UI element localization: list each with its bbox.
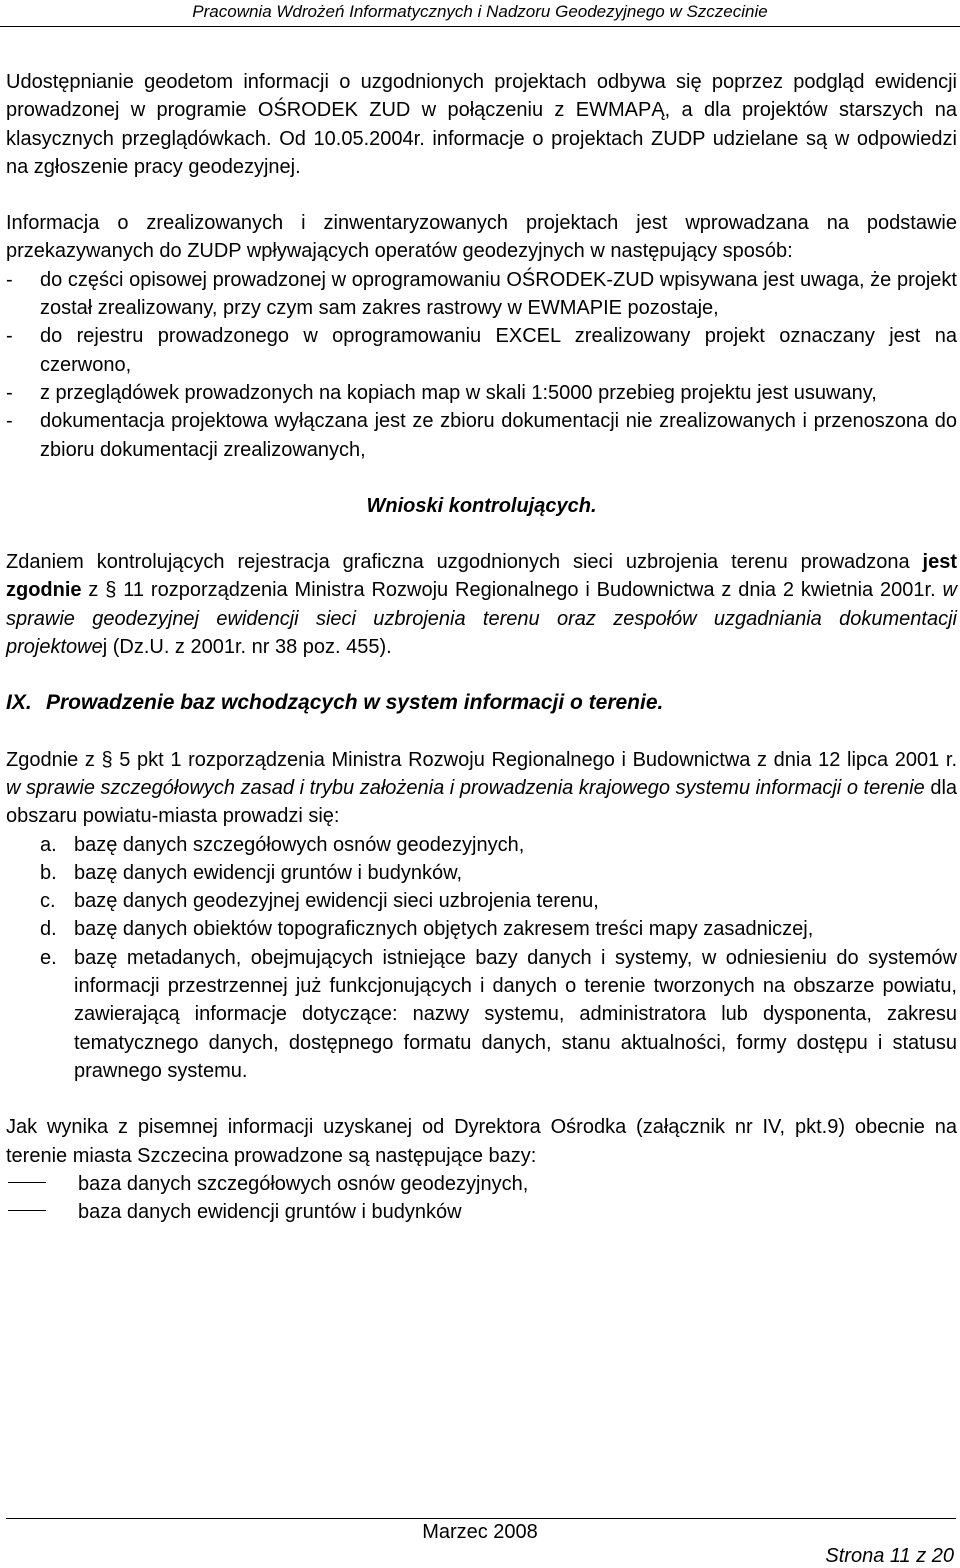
document-body [6, 68, 957, 1226]
paragraph-regulation: Zgodnie z § 5 pkt 1 rozporządzenia Ministra Rozwoju Regionalnego i Budownictwa z dnia 12 lipca 2001 r. w sprawie szczegółowych zasad i trybu założenia i prowadzenia krajowego systemu informacji o terenie dla obszaru powiatu-miasta prowadzi się: [6, 748, 958, 828]
section-title: Prowadzenie baz wchodzących w system informacji o terenie. [46, 691, 664, 715]
header-title: Pracownia Wdrożeń Informatycznych i Nadzoru Geodezyjnego w Szczecinie [192, 2, 768, 21]
list-databases [6, 831, 957, 1086]
list-item: b. bazę danych ewidencji gruntów i budynków, [40, 861, 463, 884]
paragraph-director-info: Jak wynika z pisemnej informacji uzyskanej od Dyrektora Ośrodka (załącznik nr IV, pkt.9) obecnie na terenie miasta Szczecina prowadzone są następujące bazy: [6, 1116, 957, 1167]
list-item: c. bazę danych geodezyjnej ewidencji sieci uzbrojenia terenu, [40, 890, 599, 913]
section-heading [6, 689, 957, 717]
list-item: - do części opisowej prowadzonej w oprogramowaniu OŚRODEK-ZUD wpisywana jest uwaga, że projekt został zrealizowany, przy czym sam zakres rastrowy w EWMAPIE pozostaje, [6, 268, 957, 320]
dash-bullet-icon [8, 1182, 46, 1183]
list-item: a. bazę danych szczegółowych osnów geodezyjnych, [40, 833, 525, 856]
list-item: e. bazę metadanych, obejmujących istniejące bazy danych i systemy, w odniesieniu do systemów informacji przestrzennej już funkcjonujących i danych o terenie tworzonych na obszarze powiatu, zawierającą informacje dotyczące: nazwy systemu, administratora lub dysponenta, zakresu tematycznego danych, dostępnego formatu danych, stanu aktualności, formy dostępu i statusu prawnego systemu. [40, 946, 957, 1082]
list-item: - do rejestru prowadzonego w oprogramowaniu EXCEL zrealizowany projekt oznaczany jest na czerwono, [6, 325, 957, 376]
paragraph-conclusions: Zdaniem kontrolujących rejestracja graficzna uzgodnionych sieci uzbrojenia terenu prowadzona jest zgodnie z § 11 rozporządzenia Ministra Rozwoju Regionalnego i Budownictwa z dnia 2 kwietnia 2001r. w sprawie geodezyjnej ewidencji sieci uzbrojenia terenu oraz zespołów uzgadniania dokumentacji projektowej (Dz.U. z 2001r. nr 38 poz. 455). [6, 551, 957, 659]
list-current-databases [6, 1170, 957, 1227]
footer-page-number: Strona 11 z 20 [825, 1545, 954, 1567]
paragraph-zud-access: Udostępnianie geodetom informacji o uzgodnionych projektach odbywa się poprzez podgląd ewidencji prowadzonej w programie OŚRODEK ZUD w połączeniu z EWMAPĄ, a dla projektów starszych na klasycznych przeglądówkach. Od 10.05.2004r. informacje o projektach ZUDP udzielane są w odpowiedzi na zgłoszenie pracy geodezyjnej. [6, 71, 957, 178]
page-header [0, 0, 960, 27]
list-registration-steps [6, 266, 957, 464]
list-item: baza danych szczegółowych osnów geodezyjnych, [6, 1170, 957, 1198]
conclusions-heading: Wnioski kontrolujących. [366, 494, 597, 517]
list-item: - dokumentacja projektowa wyłączana jest ze zbioru dokumentacji nie zrealizowanych i przenoszona do zbioru dokumentacji zrealizowanych, [6, 410, 957, 461]
dash-bullet-icon [8, 1210, 46, 1211]
paragraph-realized-projects: Informacja o zrealizowanych i zinwentaryzowanych projektach jest wprowadzana na podstawie przekazywanych do ZUDP wpływających operatów geodezyjnych w następujący sposób: [6, 212, 957, 263]
footer-date: Marzec 2008 [422, 1521, 538, 1543]
section-number: IX. [6, 691, 32, 715]
list-item: baza danych ewidencji gruntów i budynków [6, 1198, 957, 1226]
footer-divider [6, 1518, 956, 1519]
list-item: d. bazę danych obiektów topograficznych objętych zakresem treści mapy zasadniczej, [40, 918, 814, 941]
list-item: - z przeglądówek prowadzonych na kopiach map w skali 1:5000 przebieg projektu jest usuwany, [6, 381, 877, 404]
